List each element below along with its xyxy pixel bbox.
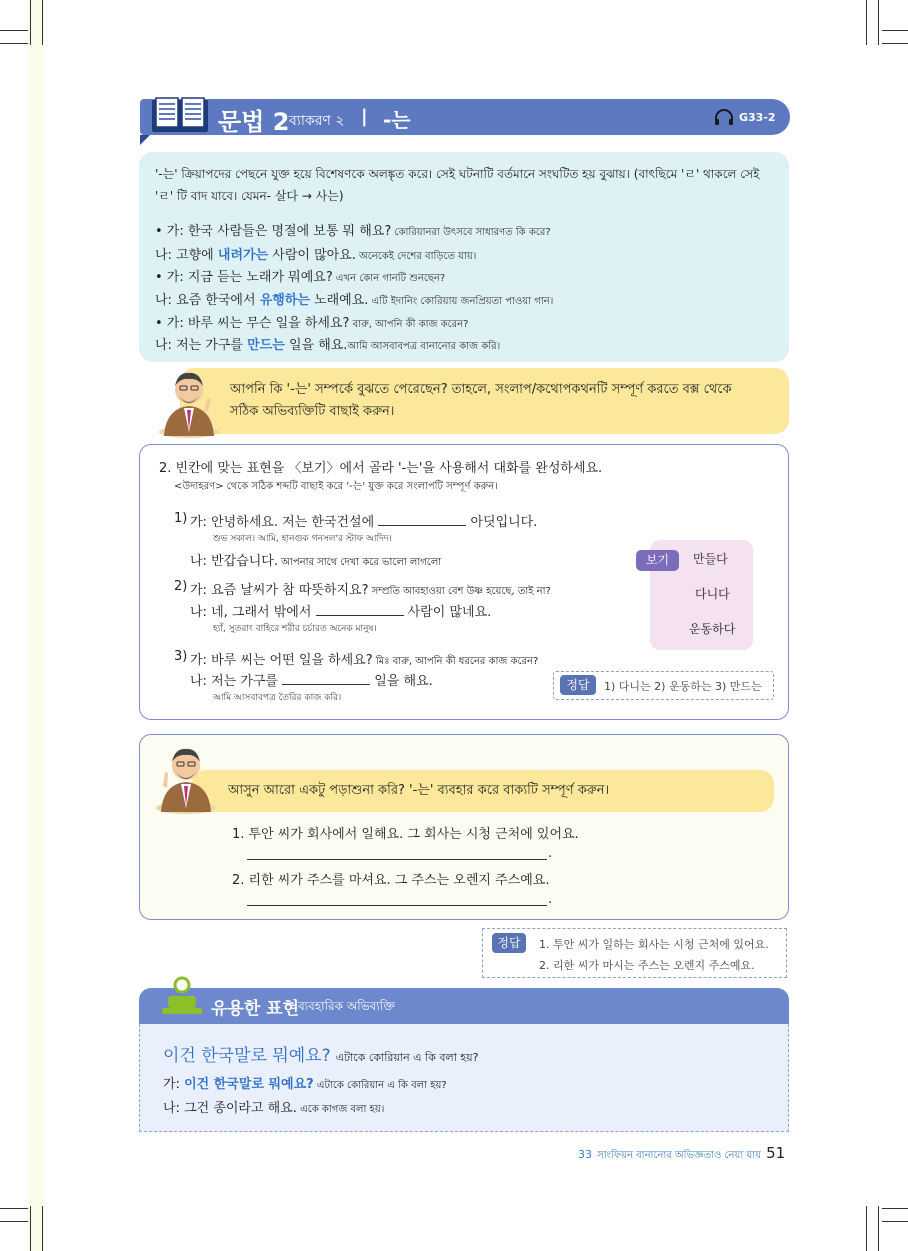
example-box-label: 보기 <box>636 550 679 571</box>
example-word: 만들다 <box>693 552 728 566</box>
crop-mark <box>0 1208 28 1209</box>
dialogue-translation: শুভ সকাল। আমি, হানগুক গনসল'র স্টাফ আদিদ। <box>213 534 392 544</box>
header-separator: | <box>361 106 368 127</box>
crop-mark <box>0 30 28 31</box>
dialogue-line: 나: 반갑습니다. আপনার সাথে দেখা করে ভালো লাগলো <box>190 554 442 569</box>
crop-mark <box>882 30 908 31</box>
crop-mark <box>882 1208 908 1209</box>
teacher-illustration <box>155 742 217 814</box>
answer-blank[interactable] <box>282 671 370 685</box>
grammar-ending: -는 <box>383 108 411 132</box>
exercise-3-question: 1. 투안 씨가 회사에서 일해요. 그 회사는 시청 근처에 있어요. <box>232 827 579 842</box>
exercise-3-question: 2. 리한 씨가 주스를 마셔요. 그 주스는 오렌지 주스예요. <box>232 873 550 888</box>
question-number: 1) <box>174 511 188 526</box>
example-line: 나: 고향에 내려가는 사람이 많아요. অনেকেই দেশের বাড়িতে যায়। <box>155 248 477 263</box>
dialogue-line: 가: 안녕하세요. 저는 한국건설에 아딧입니다. <box>190 511 537 530</box>
dialogue-line: 가: 요즘 날씨가 참 따뜻하지요? সম্প্রতি আবহাওয়া বেশ উষ্ণ হয়েছে, তাই না? <box>190 583 551 598</box>
question-number: 3) <box>174 649 188 664</box>
crop-mark <box>0 1221 28 1222</box>
crop-mark <box>882 1221 908 1222</box>
useful-expressions-title: 유용한 표현 <box>211 999 300 1019</box>
crop-mark <box>42 1206 43 1251</box>
example-line: • 가: 지금 듣는 노래가 뭐예요? এখন কোন গানটি শুনছেন? <box>155 270 446 285</box>
audio-code: G33-2 <box>739 110 776 124</box>
tip-text: আসুন আরো একটু পড়াশুনা করি? '-는' ব্যবহার করে বাক্যটি সম্পূর্ণ করুন। <box>228 783 610 798</box>
key-phrase: 이건 한국말로 뭐예요? এটাকে কোরিয়ান এ কি বলা হয়? <box>163 1046 479 1066</box>
dialogue-line: 나: 저는 가구를 일을 해요. <box>190 670 433 689</box>
audio-track[interactable] <box>714 109 776 125</box>
header-fold <box>140 135 150 145</box>
example-line: 나: 요즘 한국에서 유행하는 노래예요. এটি ইদানিং কোরিয়ায় জনপ্রিয়তা পাওয়া গান। <box>155 293 554 308</box>
grammar-section-subtitle: ব্যাকরণ ২ <box>289 113 345 129</box>
crop-mark <box>882 43 908 44</box>
answer-key-label: 정답 <box>492 933 526 953</box>
phrase-example: 가: 이건 한국말로 뭐예요? এটাকে কোরিয়ান এ কি বলা হয়? <box>163 1077 447 1092</box>
answer-line-period: . <box>548 846 553 861</box>
useful-expressions-subtitle: ব্যবহারিক অভিব্যক্তি <box>298 999 395 1013</box>
answer-blank[interactable] <box>378 512 466 526</box>
headphones-icon <box>714 109 734 125</box>
example-word: 다니다 <box>695 587 730 601</box>
crop-mark <box>866 0 867 45</box>
example-line: 나: 저는 가구를 만드는 일을 해요.আমি আসবাবপত্র বানানোর কাজ করি। <box>155 338 501 353</box>
answer-blank[interactable] <box>316 602 404 616</box>
answer-key-text: 1) 다니는 2) 운동하는 3) 만드는 <box>604 680 762 693</box>
tip-text: আপনি কি '-는' সম্পর্কে বুঝতে পেরেছেন? তাহলে, সংলাপ/কথোপকথনটি সম্পূর্ণ করতে বক্স থেকে সঠিক অভিব্যক্তিটি বাছাই করুন। <box>230 382 732 419</box>
crop-mark <box>30 1206 31 1251</box>
crop-mark <box>42 0 43 45</box>
speaker-at-podium-icon <box>160 976 204 1016</box>
dialogue-translation: আমি আসবাবপত্র তৈরির কাজ করি। <box>213 693 342 703</box>
teacher-illustration <box>158 366 220 438</box>
crop-mark <box>0 43 28 44</box>
answer-key-text: 1. 투안 씨가 일하는 회사는 시청 근처에 있어요. <box>539 938 769 951</box>
exercise-2-subtitle: <উদাহরণ> থেকে সঠিক শব্দটি বাছাই করে '-는' যুক্ত করে সংলাপটি সম্পূর্ণ করুন। <box>174 481 498 492</box>
example-line: • 가: 바루 씨는 무슨 일을 하세요? বারু, আপনি কী কাজ করেন? <box>155 316 469 331</box>
grammar-section-title: 문법 2 <box>218 108 290 136</box>
dialogue-translation: হ্যাঁ, সুতরাং বাহিরে শরীর চর্চারত অনেক মানুষ। <box>213 624 377 634</box>
dialogue-line: 가: 바루 씨는 어떤 일을 하세요? মিঃ বারু, আপনি কী ধরনের কাজ করেন? <box>190 653 539 668</box>
page-margin-strip <box>28 0 44 1251</box>
crop-mark <box>866 1206 867 1251</box>
answer-line[interactable] <box>247 845 547 860</box>
page-footer: 33 সাংফিয়ন বানানোর অভিজ্ঞতাও নেয়া যায় 51 <box>578 1144 786 1162</box>
crop-mark <box>30 0 31 45</box>
crop-mark <box>878 0 879 45</box>
dialogue-line: 나: 네, 그래서 밖에서 사람이 많네요. <box>190 601 491 620</box>
answer-key-text: 2. 리한 씨가 마시는 주스는 오렌지 주스예요. <box>539 959 755 972</box>
example-word: 운동하다 <box>689 622 736 636</box>
answer-line[interactable] <box>247 891 547 906</box>
answer-key-label: 정답 <box>560 675 596 695</box>
example-line: • 가: 한국 사람들은 명절에 보통 뭐 해요? কোরিয়ানরা উৎসবে সাধারণত কি করে? <box>155 224 551 239</box>
grammar-description: '-는' ক্রিয়াপদের পেছনে যুক্ত হয়ে বিশেষণকে অলঙ্কৃত করে। সেই ঘটনাটি বর্তমানে সংঘটিত হয় বুঝায়। (বাৎছিমে 'ㄹ' থাকলে সেই 'ㄹ' টি বাদ যাবে। যেমন- 살다 → 사는) <box>155 167 760 203</box>
phrase-example: 나: 그건 종이라고 해요. একে কাগজ বলা হয়। <box>163 1101 385 1116</box>
page-number: 51 <box>766 1144 786 1162</box>
open-book-icon <box>150 94 210 134</box>
exercise-2-title: 2. 빈칸에 맞는 표현을 〈보기〉에서 골라 '-는'을 사용해서 대화를 완성하세요. <box>159 461 603 476</box>
answer-line-period: . <box>548 892 553 907</box>
question-number: 2) <box>174 579 188 594</box>
crop-mark <box>878 1206 879 1251</box>
